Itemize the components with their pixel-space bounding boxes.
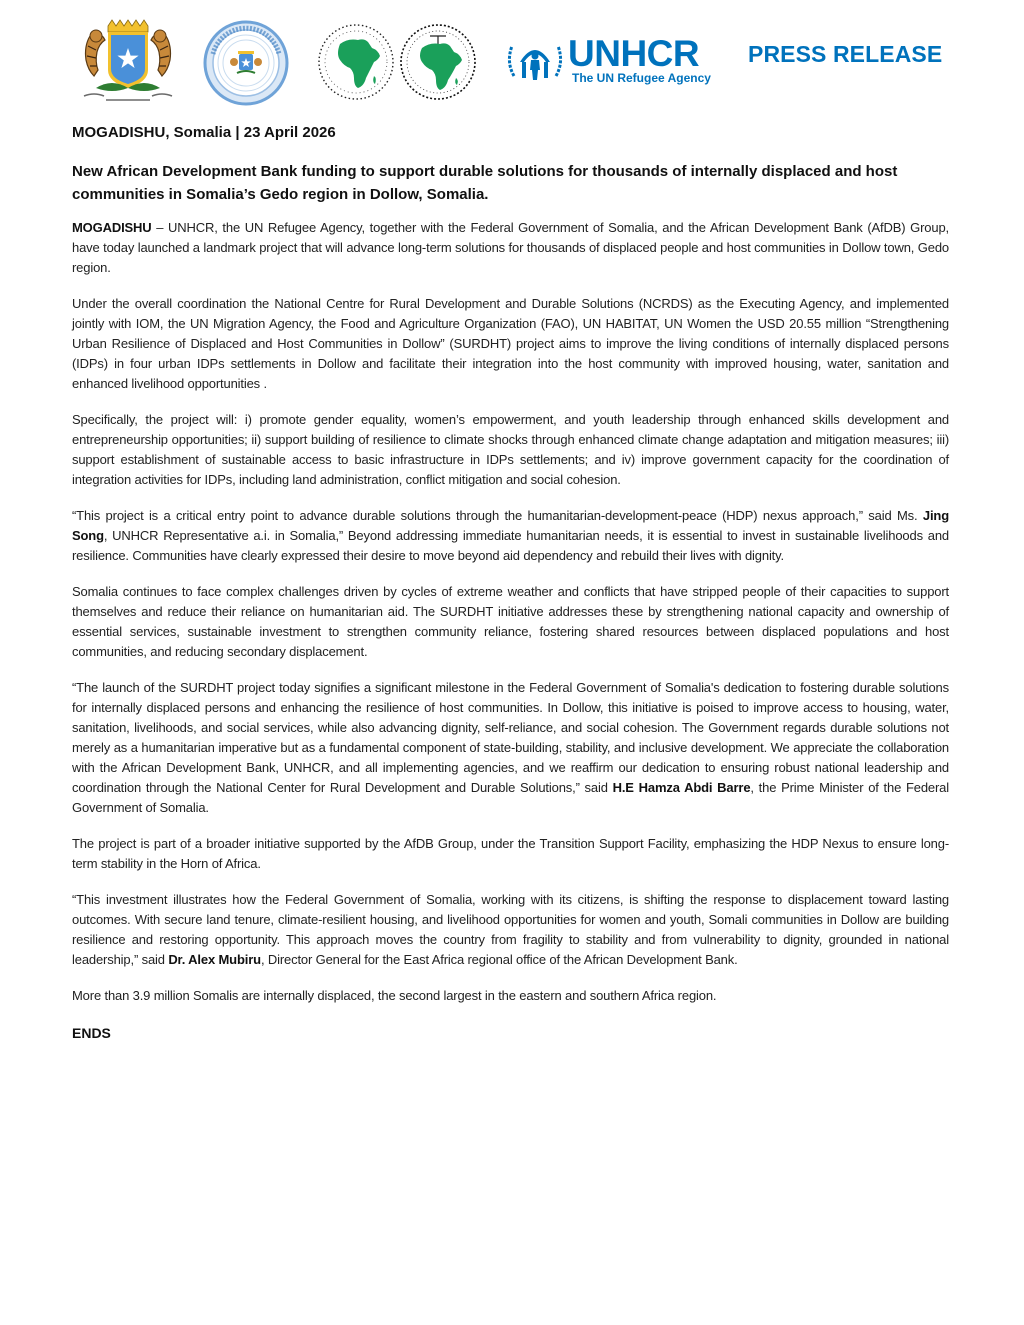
- dateline-lead: MOGADISHU: [72, 220, 152, 235]
- paragraph-2: Under the overall coordination the National Centre for Rural Development and Durable Solutions (NCRDS) as the Executing Agency, and implemented jointly with IOM, the UN Migration Agency, the Food and Agriculture Organization (FAO), UN HABITAT, UN Women the USD 20.55 million “Strengthening Urban Resilience of Displaced and Host Communities in Dollow” (SURDHT) project aims to improve the living conditions of internally displaced persons (IDPs) in four urban IDPs settlements in Dollow and facilitate their integration into the host community with improved housing, water, sanitation and enhanced livelihood opportunities .: [72, 296, 949, 391]
- speaker-name: Jing Song: [72, 508, 949, 543]
- paragraph-1: MOGADISHU – UNHCR, the UN Refugee Agency, together with the Federal Government of Somalia, and the African Development Bank (AfDB) Group, have today launched a landmark project that will advance long-term solutions for thousands of displaced people and host communities in Dollow town, Gedo region.: [72, 220, 949, 275]
- unhcr-logo: [506, 33, 721, 90]
- document-type-label: PRESS RELEASE: [748, 41, 943, 67]
- paragraph-6-quote: “The launch of the SURDHT project today signifies a significant milestone in the Federal Government of Somalia's dedication to fostering durable solutions for internally displaced persons and enhancing the resilience of host communities. In Dollow, this initiative is poised to improve access to housing, water, sanitation, livelihoods, and social services, while also advancing dignity, self-reliance, and social cohesion. The Government regards durable solutions not merely as a humanitarian imperative but as a fundamental component of state-building, stability, and inclusive development. We appreciate the collaboration with the African Development Bank, UNHCR, and all implementing agencies, and we reaffirm our dedication to ensuring robust national leadership and coordination through the National Center for Rural Development and Durable Solutions,” said H.E Hamza Abdi Barre, the Prime Minister of the Federal Government of Somalia.: [72, 680, 949, 815]
- unhcr-wordmark: UNHCR: [568, 33, 700, 74]
- paragraph-5: Somalia continues to face complex challenges driven by cycles of extreme weather and conflicts that have stripped people of their capacities to support themselves and reduce their reliance on humanitarian aid. The SURDHT initiative addresses these by strengthening national capacity and ownership of essential services, sustainable investment to strengthen community reliance, fostering shared resources between displaced populations and host communities, and reducing secondary displacement.: [72, 584, 949, 659]
- paragraph-7: The project is part of a broader initiative supported by the AfDB Group, under the Transition Support Facility, emphasizing the HDP Nexus to ensure long-term stability in the Horn of Africa.: [72, 836, 949, 871]
- paragraph-9: More than 3.9 million Somalis are internally displaced, the second largest in the eastern and southern Africa region.: [72, 988, 717, 1003]
- paragraph-4-quote: “This project is a critical entry point to advance durable solutions through the humanitarian-development-peace (HDP) nexus approach,” said Ms. Jing Song, UNHCR Representative a.i. in Somalia,” Beyond addressing immediate humanitarian needs, it is essential to invest in sustainable livelihoods and resilience. Communities have clearly expressed their desire to move beyond aid dependency and rebuild their lives with dignity.: [72, 508, 949, 563]
- speaker-name: Dr. Alex Mubiru: [168, 952, 261, 967]
- speaker-name: H.E Hamza Abdi Barre: [612, 780, 751, 795]
- somalia-coat-of-arms-icon: [76, 16, 180, 106]
- afdb-seal-icon: [316, 22, 396, 102]
- unhcr-tagline: The UN Refugee Agency: [572, 71, 711, 85]
- letterhead: [0, 0, 1024, 115]
- closing-marker: ENDS: [72, 1025, 111, 1041]
- dateline: MOGADISHU, Somalia | 23 April 2026: [72, 124, 336, 141]
- paragraph-3: Specifically, the project will: i) promote gender equality, women’s empowerment, and youth leadership through enhanced skills development and entrepreneurship opportunities; ii) support building of resilience to climate shocks through enhanced climate change adaptation and mitigation measures; iii) support establishment of sustainable access to basic infrastructure in IDPs settlements; and iv) improve government capacity for the coordination of integration activities for IDPs, including land administration, conflict mitigation and social cohesion.: [72, 412, 949, 487]
- press-release-body: [72, 122, 949, 1044]
- paragraph-8-quote: “This investment illustrates how the Federal Government of Somalia, working with its citizens, is shifting the response to displacement toward lasting outcomes. With secure land tenure, climate-resilient housing, and livelihood opportunities for women and youth, Somali communities in Dollow are building resilience and restoring opportunity. This approach moves the country from fragility to stability and from vulnerability to dignity, grounded in national leadership,” said Dr. Alex Mubiru, Director General for the East Africa regional office of the African Development Bank.: [72, 892, 949, 967]
- headline: New African Development Bank funding to support durable solutions for thousands of internally displaced and host communities in Somalia’s Gedo region in Dollow, Somalia.: [72, 163, 898, 203]
- ncrds-seal-icon: [203, 20, 289, 106]
- afdb-seal-icon: [398, 22, 478, 102]
- unhcr-emblem-icon: [506, 36, 564, 86]
